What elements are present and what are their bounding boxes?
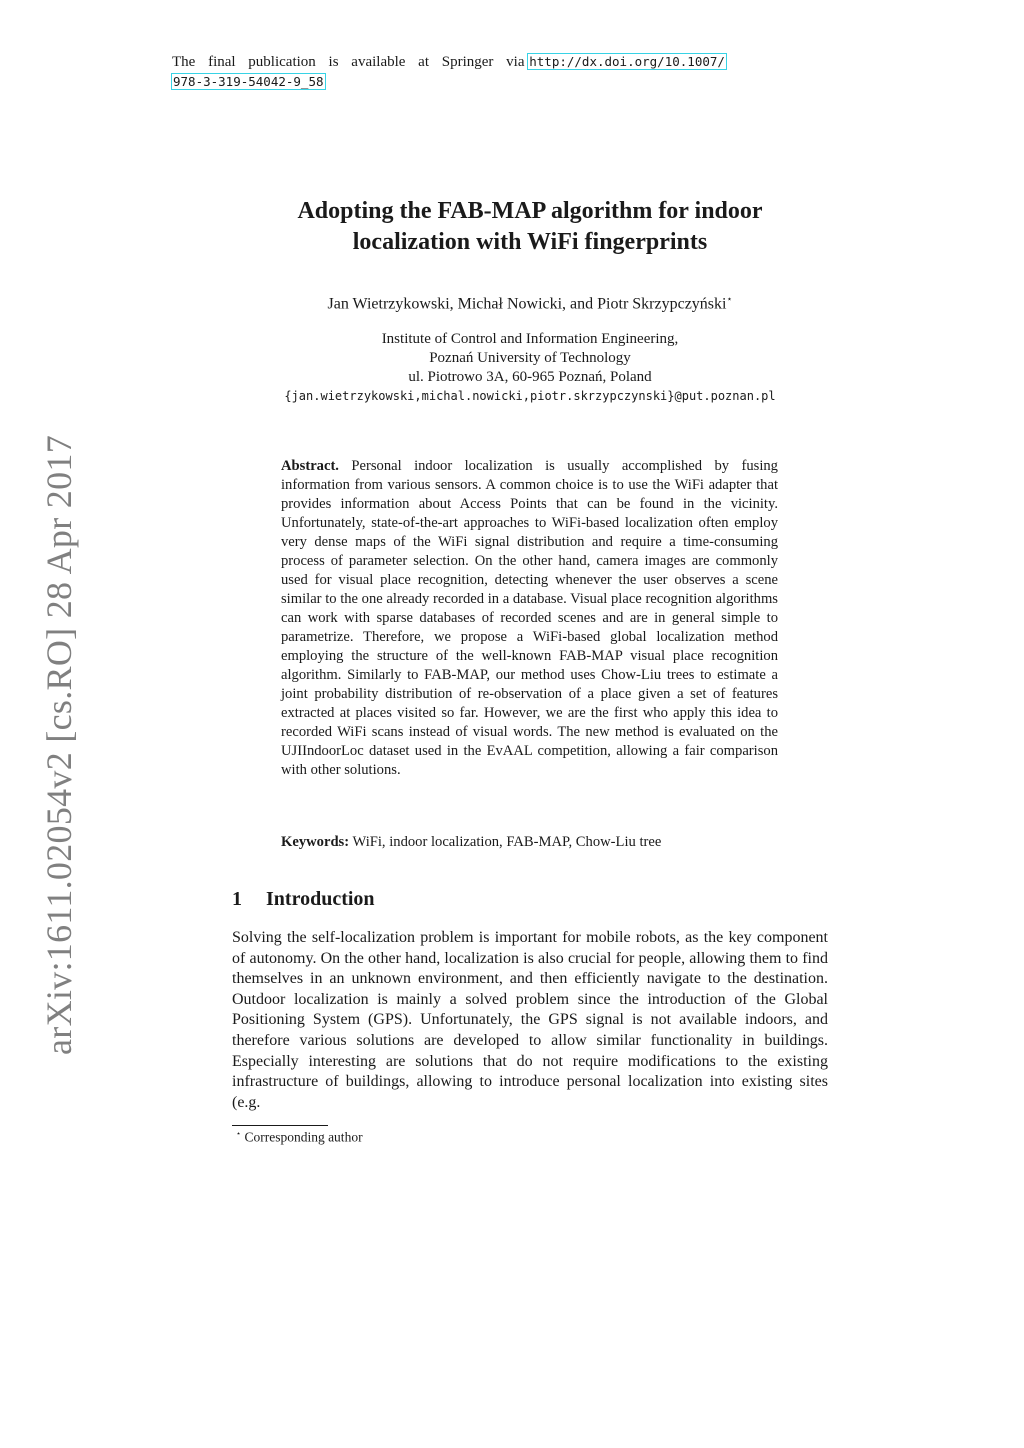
affiliation-line1: Institute of Control and Information Engineering,	[381, 331, 679, 347]
section-title: Introduction	[266, 888, 375, 910]
paper-title	[232, 196, 828, 258]
author-list	[232, 294, 828, 313]
section-number: 1	[232, 888, 242, 910]
keywords-label: Keywords:	[281, 834, 350, 850]
footnote-text: Corresponding author	[244, 1129, 363, 1145]
author-emails: {jan.wietrzykowski,michal.nowicki,piotr.skrzypczynski}@put.poznan.pl	[284, 389, 776, 403]
corresponding-author-mark: ⋆	[726, 294, 733, 305]
keywords-text: WiFi, indoor localization, FAB-MAP, Chow-Liu tree	[352, 834, 662, 850]
paper-title-line2: localization with WiFi fingerprints	[352, 229, 708, 255]
footnote	[236, 1128, 363, 1146]
arxiv-identifier: arXiv:1611.02054v2 [cs.RO] 28 Apr 2017	[39, 434, 79, 1055]
affiliation-line2: Poznań University of Technology	[429, 350, 631, 366]
authors-text: Jan Wietrzykowski, Michał Nowicki, and Piotr Skrzypczyński	[327, 295, 727, 313]
footnote-mark: ⋆	[236, 1129, 242, 1138]
publication-note-text: The final publication is available at Springer via	[172, 54, 525, 70]
affiliation-line3: ul. Piotrowo 3A, 60-965 Poznań, Poland	[408, 369, 652, 385]
keywords	[281, 834, 778, 851]
abstract-text: Personal indoor localization is usually accomplished by fusing information from various sensors. A common choice is to use the WiFi adapter that provides information about Access Points that can be found in the vicinity. Unfortunately, state-of-the-art approaches to WiFi-based localization often employ very dense maps of the WiFi signal distribution and require a time-consuming process of parameter selection. On the other hand, camera images are commonly used for visual place recognition, detecting whenever the user observes a scene similar to the one already recorded in a database. Visual place recognition algorithms can work with sparse databases of recorded scenes and are in general simple to parametrize. Therefore, we propose a WiFi-based global localization method employing the structure of the well-known FAB-MAP visual place recognition algorithm. Similarly to FAB-MAP, our method uses Chow-Liu trees to estimate a joint probability distribution of re-observation of a place given a set of features extracted at places visited so far. However, we are the first who apply this idea to recorded WiFi scans instead of visual words. The new method is evaluated on the UJIIndoorLoc dataset used in the EvAAL competition, allowing a fair comparison with other solutions.	[281, 458, 778, 778]
publication-note	[172, 52, 772, 92]
section-heading-introduction	[232, 888, 375, 911]
abstract-label: Abstract.	[281, 458, 339, 474]
abstract	[281, 457, 778, 780]
doi-link-line1[interactable]: http://dx.doi.org/10.1007/	[529, 54, 725, 69]
footnote-divider	[232, 1125, 328, 1126]
affiliation	[232, 330, 828, 387]
introduction-paragraph: Solving the self-localization problem is important for mobile robots, as the key component of autonomy. On the other hand, localization is also crucial for people, allowing them to find themselves in an unknown environment, and then efficiently navigate to the destination. Outdoor localization is mainly a solved problem since the introduction of the Global Positioning System (GPS). Unfortunately, the GPS signal is not available indoors, and therefore various solutions are developed to allow similar functionality in buildings. Especially interesting are solutions that do not require modifications to the existing infrastructure of buildings, allowing to introduce personal localization into existing sites (e.g.	[232, 929, 828, 1111]
paper-title-line1: Adopting the FAB-MAP algorithm for indoor	[297, 198, 763, 224]
doi-link-line2[interactable]: 978-3-319-54042-9_58	[173, 74, 324, 89]
